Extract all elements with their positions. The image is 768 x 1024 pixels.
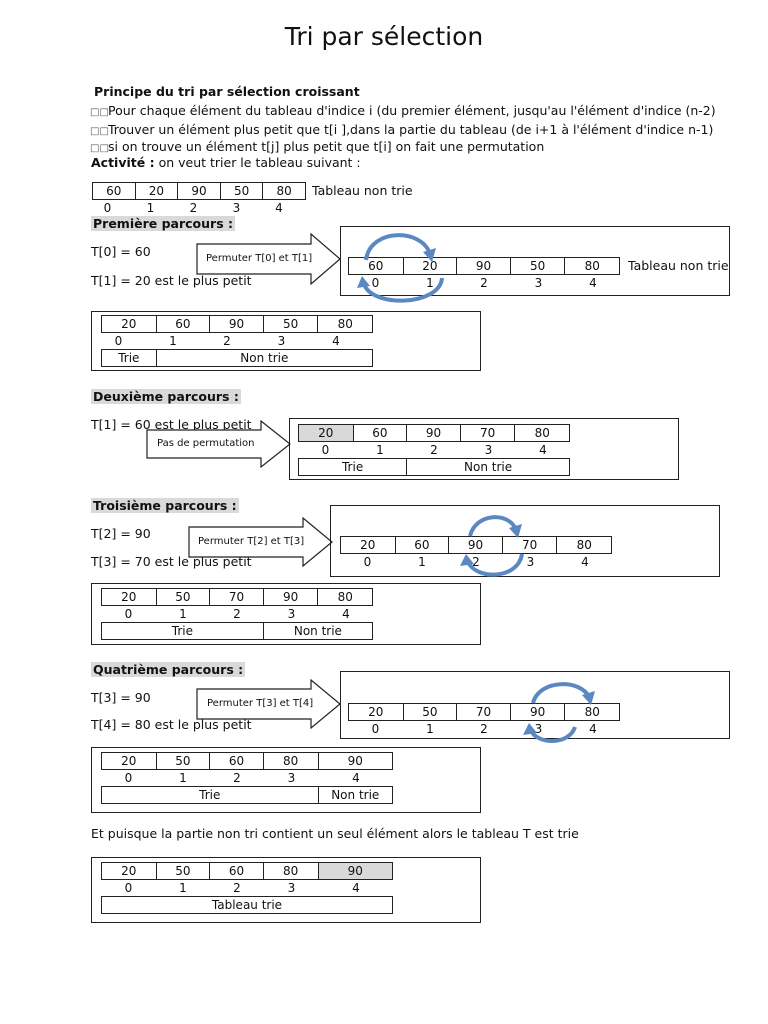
- array-cell: 80: [584, 705, 600, 719]
- array-cell: 20: [102, 753, 157, 769]
- array-cell: 80: [264, 753, 319, 769]
- array-cell: 20: [349, 704, 404, 720]
- index-label: 0: [321, 443, 330, 457]
- pass-2-line-1: T[1] = 60 est le plus petit: [91, 417, 252, 432]
- unsorted-part-label: Non trie: [464, 460, 513, 474]
- final-partition: [101, 896, 393, 914]
- pass-3-arrow-label: Permuter T[2] et T[3]: [198, 536, 305, 547]
- pass-4-line-2: T[4] = 80 est le plus petit: [91, 717, 252, 732]
- pass-4-arrow-label: Permuter T[3] et T[4]: [207, 698, 314, 709]
- initial-array: [92, 182, 306, 200]
- pass-4-partition: [101, 786, 393, 804]
- index-label: 2: [480, 276, 488, 290]
- bullet-icon: □□: [90, 107, 109, 118]
- array-cell: 20: [102, 316, 157, 332]
- pass-2-partition: [298, 458, 570, 476]
- pass-2-heading-text: Deuxième parcours :: [93, 389, 239, 404]
- index-label: 4: [589, 722, 597, 736]
- pass-4-heading: [91, 662, 245, 678]
- pass-1-before-label: Tableau non trie: [628, 258, 729, 273]
- array-cell: 60: [354, 425, 408, 441]
- index-label: 0: [371, 276, 380, 290]
- index-label: 3: [526, 555, 535, 569]
- index-label: 1: [376, 443, 384, 457]
- final-indices: [101, 880, 393, 896]
- array-cell: 50: [404, 704, 458, 720]
- array-cell: 50: [157, 753, 211, 769]
- array-cell: 80: [576, 538, 592, 552]
- index-label: 2: [430, 443, 438, 457]
- array-cell: 90: [319, 863, 392, 879]
- array-cell: 60: [396, 537, 450, 553]
- pass-2-indices: [298, 442, 570, 458]
- array-cell: 80: [264, 863, 319, 879]
- index-label: 2: [480, 722, 488, 736]
- swap-arrows-icon: [515, 675, 605, 747]
- index-label: 3: [287, 607, 296, 621]
- pass-1-heading-text: Première parcours :: [93, 216, 233, 231]
- array-cell: 20: [299, 425, 354, 441]
- final-array: [101, 862, 393, 880]
- index-label: 1: [146, 201, 155, 215]
- pass-1-line-2: T[1] = 20 est le plus petit: [91, 273, 252, 288]
- step-1-text: Pour chaque élément du tableau d'indice i (du premier élément, jusqu'au l'élément d'indice (n-2): [108, 103, 716, 118]
- page-title: Tri par sélection: [284, 22, 484, 51]
- index-label: 0: [124, 607, 133, 621]
- index-label: 2: [233, 881, 241, 895]
- array-cell: 60: [157, 316, 211, 332]
- bullet-icon: □□: [90, 143, 109, 154]
- pass-1-arrow-label: Permuter T[0] et T[1]: [206, 253, 313, 264]
- pass-2-heading: [91, 389, 241, 405]
- swap-arrows-icon: [452, 508, 532, 582]
- array-cell: 90: [511, 704, 566, 720]
- array-cell: 50: [157, 863, 211, 879]
- index-label: 3: [287, 771, 296, 785]
- conclusion-text: Et puisque la partie non tri contient un seul élément alors le tableau T est trie: [91, 826, 579, 841]
- array-cell: 60: [93, 183, 136, 199]
- array-cell: 60: [210, 863, 264, 879]
- index-label: 4: [352, 881, 360, 895]
- index-label: 0: [103, 201, 112, 215]
- principle-step-1: [90, 103, 716, 121]
- sorted-part-label: Trie: [299, 459, 407, 475]
- pass-4-after-indices: [101, 770, 393, 786]
- unsorted-part-label: Non trie: [331, 788, 380, 802]
- index-label: 4: [275, 201, 283, 215]
- array-cell: 20: [102, 863, 157, 879]
- unsorted-part-label: Non trie: [293, 624, 342, 638]
- array-cell: 20: [136, 183, 179, 199]
- pass-3-after-indices: [101, 606, 373, 622]
- array-cell: 90: [178, 183, 221, 199]
- array-cell: 20: [341, 537, 396, 553]
- array-cell: 90: [407, 425, 461, 441]
- array-cell: 80: [534, 426, 550, 440]
- sorted-array-label: Tableau trie: [211, 898, 283, 912]
- array-cell: 90: [457, 258, 511, 274]
- array-cell: 90: [347, 754, 363, 768]
- array-cell: 80: [337, 590, 353, 604]
- sorted-part-label: Trie: [102, 787, 319, 803]
- index-label: 1: [418, 555, 426, 569]
- index-label: 3: [484, 443, 493, 457]
- step-2-text: Trouver un élément plus petit que t[i ],dans la partie du tableau (de i+1 à l'élément d'indice n-1): [108, 122, 714, 137]
- pass-3-line-2: T[3] = 70 est le plus petit: [91, 554, 252, 569]
- unsorted-part-label: Non trie: [240, 351, 289, 365]
- index-label: 0: [114, 334, 123, 348]
- index-label: 2: [189, 201, 198, 215]
- principle-step-2: [90, 122, 713, 140]
- index-label: 4: [352, 771, 360, 785]
- pass-2-arrow-label: Pas de permutation: [157, 438, 255, 449]
- pass-2-array: [298, 424, 570, 442]
- index-label: 1: [426, 722, 434, 736]
- index-label: 3: [232, 201, 241, 215]
- pass-1-line-1: T[0] = 60: [91, 244, 151, 259]
- index-label: 3: [277, 334, 286, 348]
- pass-3-line-1: T[2] = 90: [91, 526, 151, 541]
- array-cell: 90: [210, 316, 264, 332]
- array-cell: 80: [276, 184, 292, 198]
- index-label: 3: [534, 722, 543, 736]
- index-label: 1: [169, 334, 177, 348]
- pass-3-heading: [91, 498, 239, 514]
- activity-text: on veut trier le tableau suivant :: [154, 155, 361, 170]
- array-cell: 80: [337, 317, 353, 331]
- index-label: 3: [534, 276, 543, 290]
- index-label: 4: [332, 334, 340, 348]
- principle-heading: Principe du tri par sélection croissant: [94, 84, 360, 99]
- index-label: 4: [539, 443, 547, 457]
- pass-1-partition: [101, 349, 373, 367]
- array-cell: 20: [102, 589, 157, 605]
- index-label: 0: [363, 555, 372, 569]
- array-cell: 50: [264, 316, 319, 332]
- index-label: 1: [179, 607, 187, 621]
- array-cell: 70: [210, 589, 264, 605]
- pass-1-after-array: [101, 315, 373, 333]
- sorted-part-label: Trie: [102, 623, 264, 639]
- initial-array-label: Tableau non trie: [312, 183, 413, 198]
- activity-line: [91, 155, 361, 171]
- array-cell: 50: [221, 183, 264, 199]
- step-3-text: si on trouve un élément t[j] plus petit que t[i] on fait une permutation: [108, 139, 545, 154]
- pass-4-after-array: [101, 752, 393, 770]
- array-cell: 70: [457, 704, 511, 720]
- array-cell: 90: [449, 537, 503, 553]
- array-cell: 20: [404, 258, 458, 274]
- index-label: 2: [223, 334, 231, 348]
- index-label: 0: [124, 771, 133, 785]
- bullet-icon: □□: [90, 126, 109, 137]
- index-label: 0: [124, 881, 133, 895]
- index-label: 3: [287, 881, 296, 895]
- index-label: 4: [342, 607, 350, 621]
- index-label: 1: [179, 881, 187, 895]
- array-cell: 80: [584, 259, 600, 273]
- pass-3-heading-text: Troisième parcours :: [93, 498, 237, 513]
- array-cell: 50: [511, 258, 566, 274]
- array-cell: 70: [461, 425, 516, 441]
- pass-1-heading: [91, 216, 235, 232]
- pass-4-line-1: T[3] = 90: [91, 690, 151, 705]
- pass-1-after-indices: [91, 333, 363, 349]
- initial-indices: [86, 200, 300, 216]
- array-cell: 60: [210, 753, 264, 769]
- sorted-part-label: Trie: [102, 350, 157, 366]
- index-label: 1: [179, 771, 187, 785]
- index-label: 1: [426, 276, 434, 290]
- array-cell: 60: [349, 258, 404, 274]
- array-cell: 90: [264, 589, 319, 605]
- index-label: 4: [589, 276, 597, 290]
- index-label: 2: [233, 607, 241, 621]
- index-label: 0: [371, 722, 380, 736]
- activity-label: Activité :: [91, 155, 155, 170]
- index-label: 4: [581, 555, 589, 569]
- pass-3-after-array: [101, 588, 373, 606]
- array-cell: 50: [157, 589, 211, 605]
- pass-3-partition: [101, 622, 373, 640]
- pass-4-heading-text: Quatrième parcours :: [93, 662, 244, 677]
- index-label: 2: [472, 555, 480, 569]
- array-cell: 70: [503, 537, 558, 553]
- index-label: 2: [233, 771, 241, 785]
